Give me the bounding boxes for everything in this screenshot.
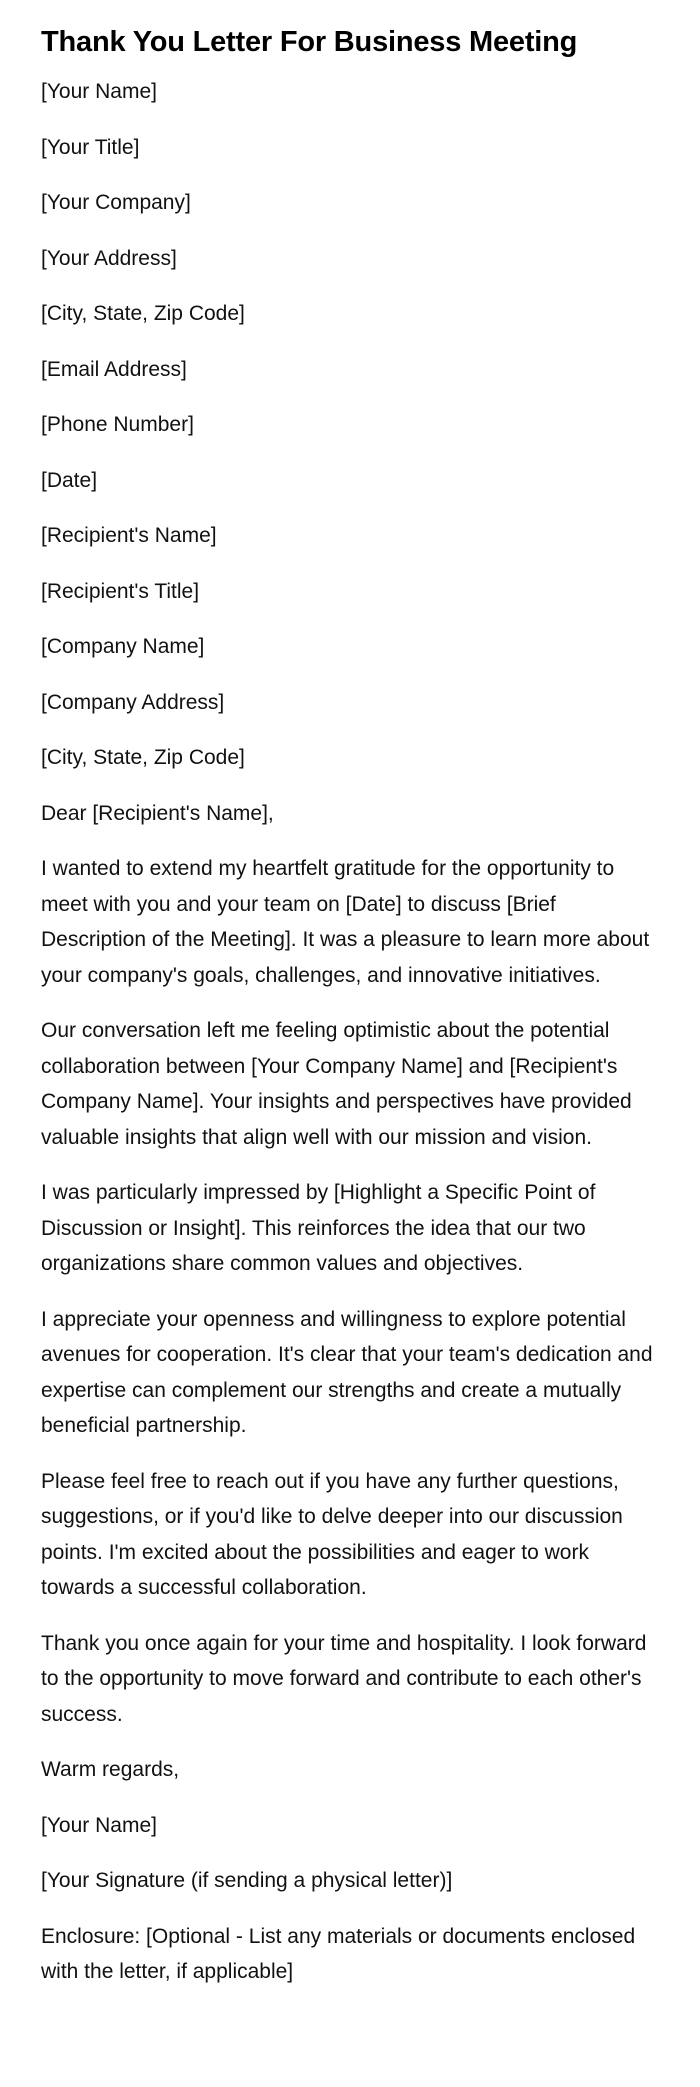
salutation: Dear [Recipient's Name],	[41, 801, 274, 825]
body-paragraph-5: Please feel free to reach out if you have any further questions, suggestions, or if you'd like to delve deeper into our discussion points. I'm excited about the possibilities and eager to work towards a successful collaboration.	[41, 1469, 623, 1599]
sender-city-state-zip: [City, State, Zip Code]	[41, 302, 245, 325]
recipient-name: [Recipient's Name]	[41, 524, 217, 547]
body-paragraph-2: Our conversation left me feeling optimistic about the potential collaboration between [Your Company Name] and [Recipient's Company Name]. Your insights and perspectives have provided valuable insights that align well with our mission and vision.	[41, 1019, 632, 1149]
letter-date: [Date]	[41, 468, 98, 492]
recipient-address: [Company Address]	[41, 690, 225, 714]
signature-name: [Your Name]	[41, 1813, 157, 1837]
body-paragraph-1: I wanted to extend my heartfelt gratitude for the opportunity to meet with you and your team on [Date] to discuss [Brief Description of the Meeting]. It was a pleasure to learn more about your company's goals, challenges, and innovative initiatives.	[41, 857, 650, 987]
enclosure-note: Enclosure: [Optional - List any materials or documents enclosed with the letter, if applicable]	[41, 1924, 636, 1983]
recipient-city-state-zip: [City, State, Zip Code]	[41, 746, 245, 769]
closing: Warm regards,	[41, 1758, 180, 1781]
recipient-title: [Recipient's Title]	[41, 579, 200, 603]
body-paragraph-3: I was particularly impressed by [Highlight a Specific Point of Discussion or Insight]. This reinforces the idea that our two organizations share common values and objectives.	[41, 1181, 596, 1275]
body-paragraph-6: Thank you once again for your time and hospitality. I look forward to the opportunity to move forward and contribute to each other's success.	[41, 1631, 647, 1726]
document-title: Thank You Letter For Business Meeting	[41, 26, 578, 58]
signature-note: [Your Signature (if sending a physical letter)]	[41, 1869, 453, 1892]
sender-name: [Your Name]	[41, 80, 157, 103]
sender-title: [Your Title]	[41, 135, 140, 159]
letter-content	[41, 74, 659, 1990]
sender-company: [Your Company]	[41, 191, 191, 214]
recipient-company: [Company Name]	[41, 635, 205, 658]
sender-email: [Email Address]	[41, 357, 187, 381]
sender-phone: [Phone Number]	[41, 413, 194, 436]
sender-address: [Your Address]	[41, 246, 177, 270]
body-paragraph-4: I appreciate your openness and willingness to explore potential avenues for cooperation. It's clear that your team's dedication and expertise can complement our strengths and create a mutually beneficial partnership.	[41, 1307, 653, 1437]
